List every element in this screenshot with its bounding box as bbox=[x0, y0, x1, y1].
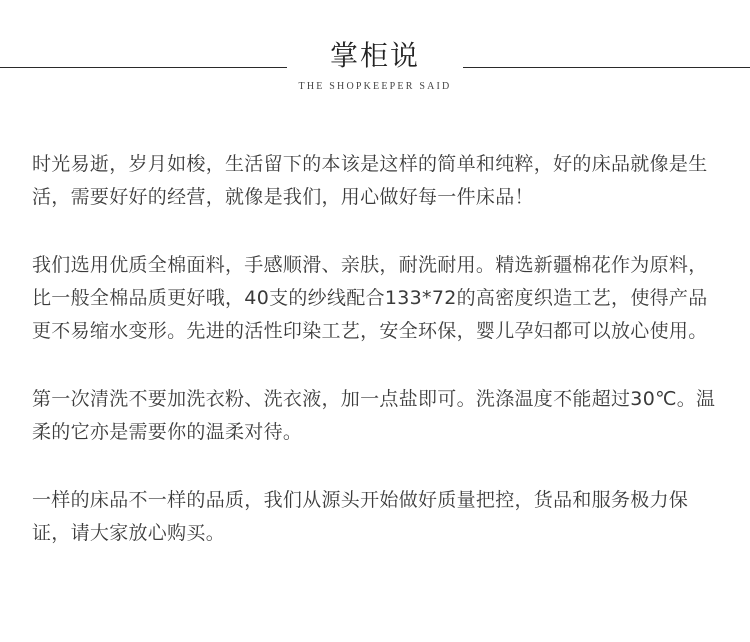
page-subtitle: THE SHOPKEEPER SAID bbox=[298, 81, 452, 92]
paragraph-washing: 第一次清洗不要加洗衣粉、洗衣液，加一点盐即可。洗涤温度不能超过30℃。温柔的它亦是需要你的温柔对待。 bbox=[32, 388, 716, 443]
paragraph-quality: 一样的床品不一样的品质，我们从源头开始做好质量把控，货品和服务极力保证，请大家放心购买。 bbox=[32, 489, 689, 544]
page-title: 掌柜说 bbox=[329, 39, 420, 72]
paragraph-intro: 时光易逝，岁月如梭，生活留下的本该是这样的简单和纯粹，好的床品就像是生活，需要好好的经营，就像是我们，用心做好每一件床品！ bbox=[32, 153, 708, 208]
paragraph-material: 我们选用优质全棉面料，手感顺滑、亲肤，耐洗耐用。精选新疆棉花作为原料，比一般全棉品质更好哦，40支的纱线配合133*72的高密度织造工艺，使得产品更不易缩水变形。先进的活性印染工艺，安全环保，婴儿孕妇都可以放心使用。 bbox=[32, 254, 708, 342]
body-content bbox=[32, 148, 722, 550]
header bbox=[0, 0, 750, 110]
